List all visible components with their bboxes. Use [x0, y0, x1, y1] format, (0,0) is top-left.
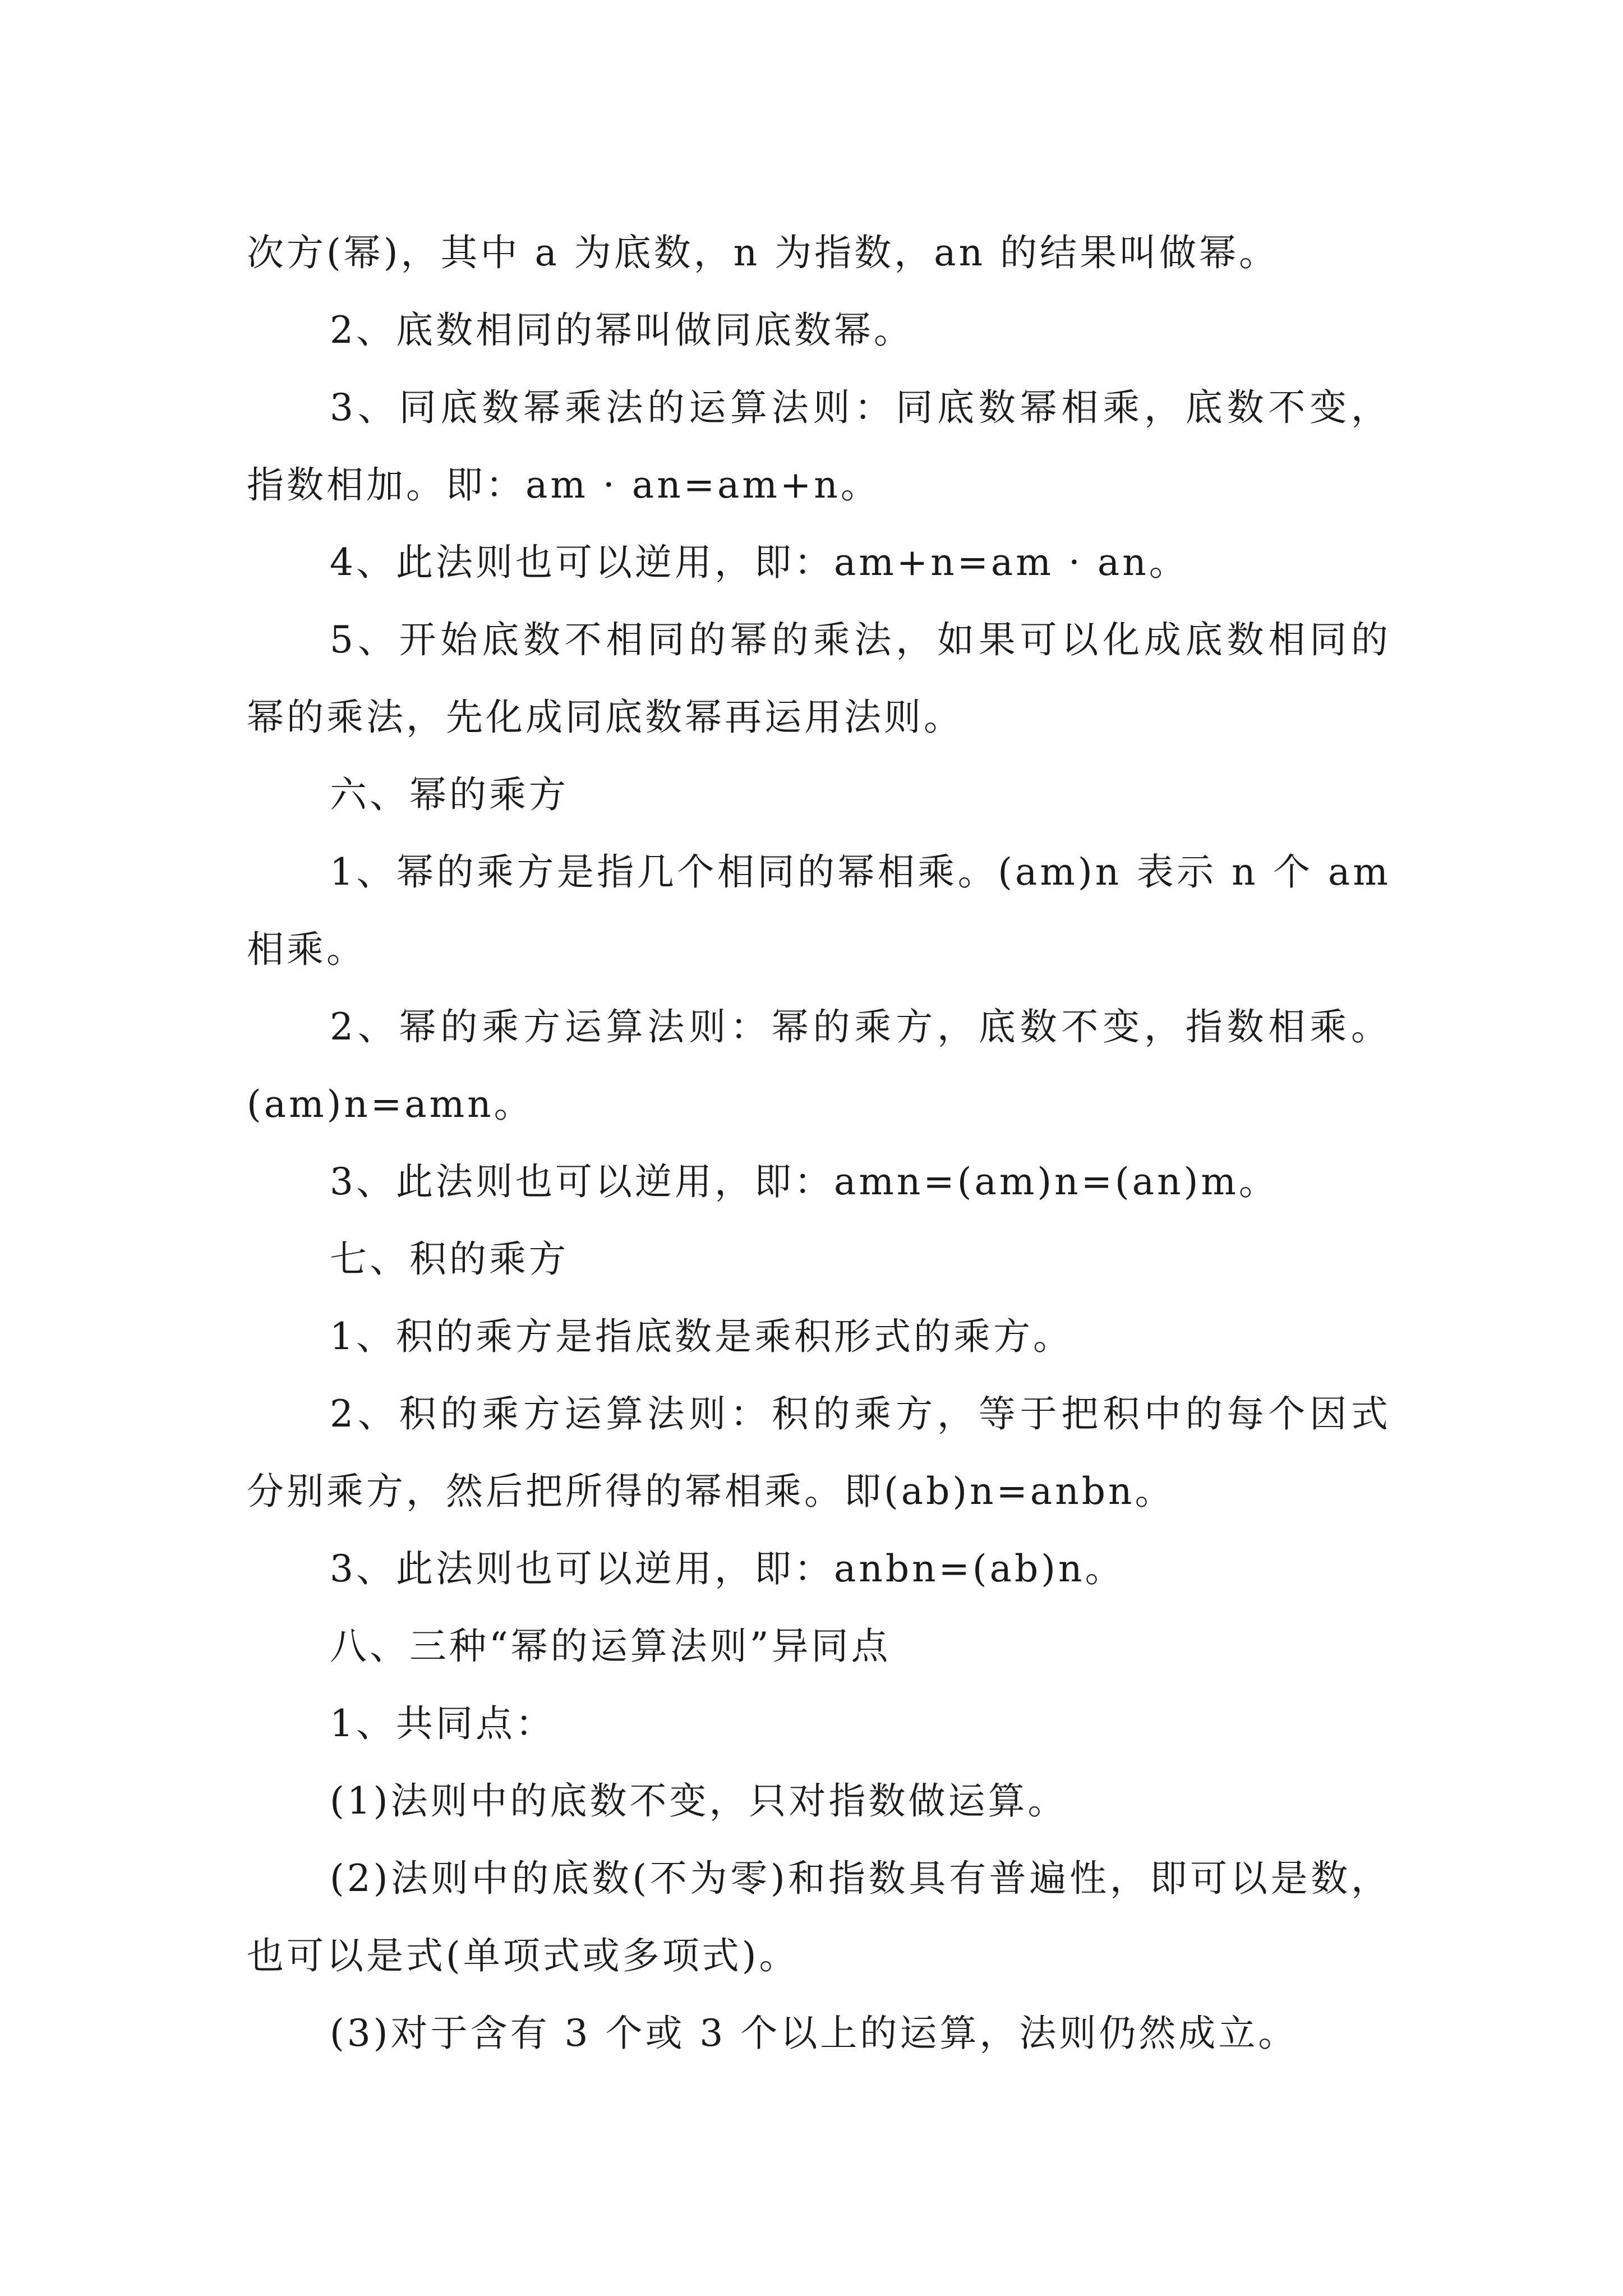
section-heading-similarities: 八、三种“幂的运算法则”异同点 [330, 1625, 891, 1668]
paragraph-different-base-note: 5、开始底数不相同的幂的乘法，如果可以化成底数相同的幂的乘法，先化成同底数幂再运用法则。 [247, 618, 1391, 739]
document-body [247, 214, 1391, 2072]
paragraph-power-of-product-reverse: 3、此法则也可以逆用，即：anbn=(ab)n。 [330, 1547, 1125, 1590]
paragraph-power-of-power-rule: 2、幂的乘方运算法则：幂的乘方，底数不变，指数相乘。(am)n=amn。 [247, 1005, 1391, 1126]
paragraph-power-of-product-definition: 1、积的乘方是指底数是乘积形式的乘方。 [330, 1315, 1073, 1358]
paragraph-intro-continuation: 次方(幂)，其中 a 为底数，n 为指数，an 的结果叫做幂。 [247, 231, 1279, 274]
paragraph-same-base-multiplication-rule: 3、同底数幂乘法的运算法则：同底数幂相乘，底数不变，指数相加。即：am · an=am+n。 [247, 386, 1391, 507]
paragraph-reverse-multiplication-rule: 4、此法则也可以逆用，即：am+n=am · an。 [330, 541, 1189, 584]
list-item-1: (1)法则中的底数不变，只对指数做运算。 [330, 1779, 1068, 1823]
paragraph-power-of-power-definition: 1、幂的乘方是指几个相同的幂相乘。(am)n 表示 n 个 am 相乘。 [247, 850, 1391, 971]
list-item-3: (3)对于含有 3 个或 3 个以上的运算，法则仍然成立。 [330, 2012, 1298, 2055]
paragraph-common-points: 1、共同点： [330, 1702, 555, 1745]
paragraph-power-of-power-reverse: 3、此法则也可以逆用，即：amn=(am)n=(an)m。 [330, 1160, 1279, 1203]
section-heading-power-of-power: 六、幂的乘方 [330, 773, 569, 816]
paragraph-power-of-product-rule: 2、积的乘方运算法则：积的乘方，等于把积中的每个因式分别乘方，然后把所得的幂相乘。即(ab)n=anbn。 [247, 1392, 1391, 1513]
section-heading-power-of-product: 七、积的乘方 [330, 1237, 569, 1281]
paragraph-same-base-definition: 2、底数相同的幂叫做同底数幂。 [330, 309, 914, 352]
list-item-2: (2)法则中的底数(不为零)和指数具有普遍性，即可以是数，也可以是式(单项式或多项式)。 [247, 1857, 1391, 1977]
